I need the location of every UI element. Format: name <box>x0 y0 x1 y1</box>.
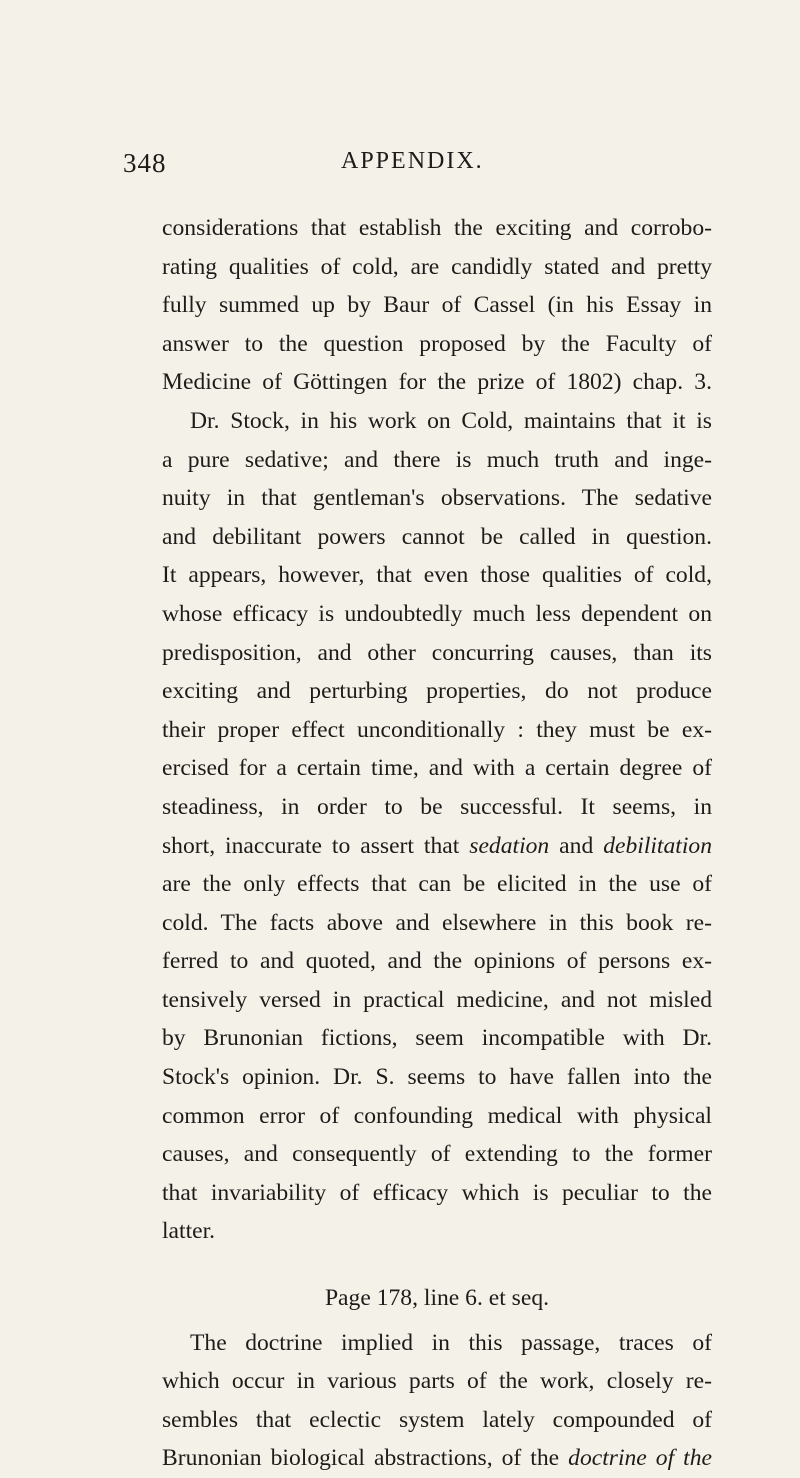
text-line: by Brunonian fictions, seem incompatible with Dr. <box>162 1025 712 1052</box>
text-line: considerations that establish the exciting and corrobo- <box>162 215 712 241</box>
italic-term-debilitation: debilitation <box>603 832 712 859</box>
text-line: rating qualities of cold, are candidly stated and pretty <box>162 253 712 280</box>
text-line: exciting and perturbing properties, do not produce <box>162 678 712 705</box>
text-line: latter. <box>162 1218 216 1245</box>
text-line: Stock's opinion. Dr. S. seems to have fallen into the <box>162 1064 712 1091</box>
italic-phrase: doctrine of the <box>568 1445 712 1472</box>
page-number: 348 <box>123 148 167 178</box>
text-line: The doctrine implied in this passage, traces of <box>190 1329 712 1356</box>
text-line: ercised for a certain time, and with a certain degree of <box>162 755 712 782</box>
text-line: tensively versed in practical medicine, and not misled <box>162 986 712 1013</box>
text-line: Dr. Stock, in his work on Cold, maintains that it is <box>190 407 712 434</box>
text-line: ferred to and quoted, and the opinions of persons ex- <box>162 948 712 975</box>
text-line: Medicine of Göttingen for the prize of 1802) chap. 3. <box>162 369 712 396</box>
section-heading: Page 178, line 6. et seq. <box>324 1285 550 1312</box>
running-head <box>123 148 703 184</box>
text-line: which occur in various parts of the work, closely re- <box>162 1368 712 1395</box>
text-line: causes, and consequently of extending to the former <box>162 1141 712 1168</box>
text-line: that invariability of efficacy which is peculiar to the <box>162 1179 712 1206</box>
text-line: whose efficacy is undoubtedly much less dependent on <box>162 600 712 627</box>
text-fragment: short, inaccurate to assert that <box>162 832 470 859</box>
text-fragment: and <box>549 832 604 859</box>
text-line: predisposition, and other concurring causes, than its <box>162 639 712 666</box>
text-line: cold. The facts above and elsewhere in this book re- <box>162 909 712 936</box>
text-fragment: Brunonian biological abstractions, of the <box>162 1445 569 1472</box>
text-line: It appears, however, that even those qualities of cold, <box>162 562 712 589</box>
italic-term-sedation: sedation <box>469 832 550 859</box>
text-line-with-italics <box>162 827 712 866</box>
body-text <box>162 209 712 1478</box>
text-line-with-italics <box>162 1439 712 1478</box>
text-line: sembles that eclectic system lately compounded of <box>162 1406 712 1433</box>
text-line: their proper effect unconditionally : they must be ex- <box>162 716 712 743</box>
text-line: answer to the question proposed by the Faculty of <box>162 330 712 357</box>
text-line: steadiness, in order to be successful. It seems, in <box>162 793 712 820</box>
text-line: nuity in that gentleman's observations. The sedative <box>162 485 712 512</box>
text-line: fully summed up by Baur of Cassel (in his Essay in <box>162 292 712 319</box>
text-line: common error of confounding medical with physical <box>162 1102 712 1129</box>
running-head-title: APPENDIX. <box>341 148 484 174</box>
text-line: are the only effects that can be elicited in the use of <box>162 871 712 898</box>
text-line: and debilitant powers cannot be called in question. <box>162 523 712 550</box>
text-line: a pure sedative; and there is much truth and inge- <box>162 446 712 473</box>
